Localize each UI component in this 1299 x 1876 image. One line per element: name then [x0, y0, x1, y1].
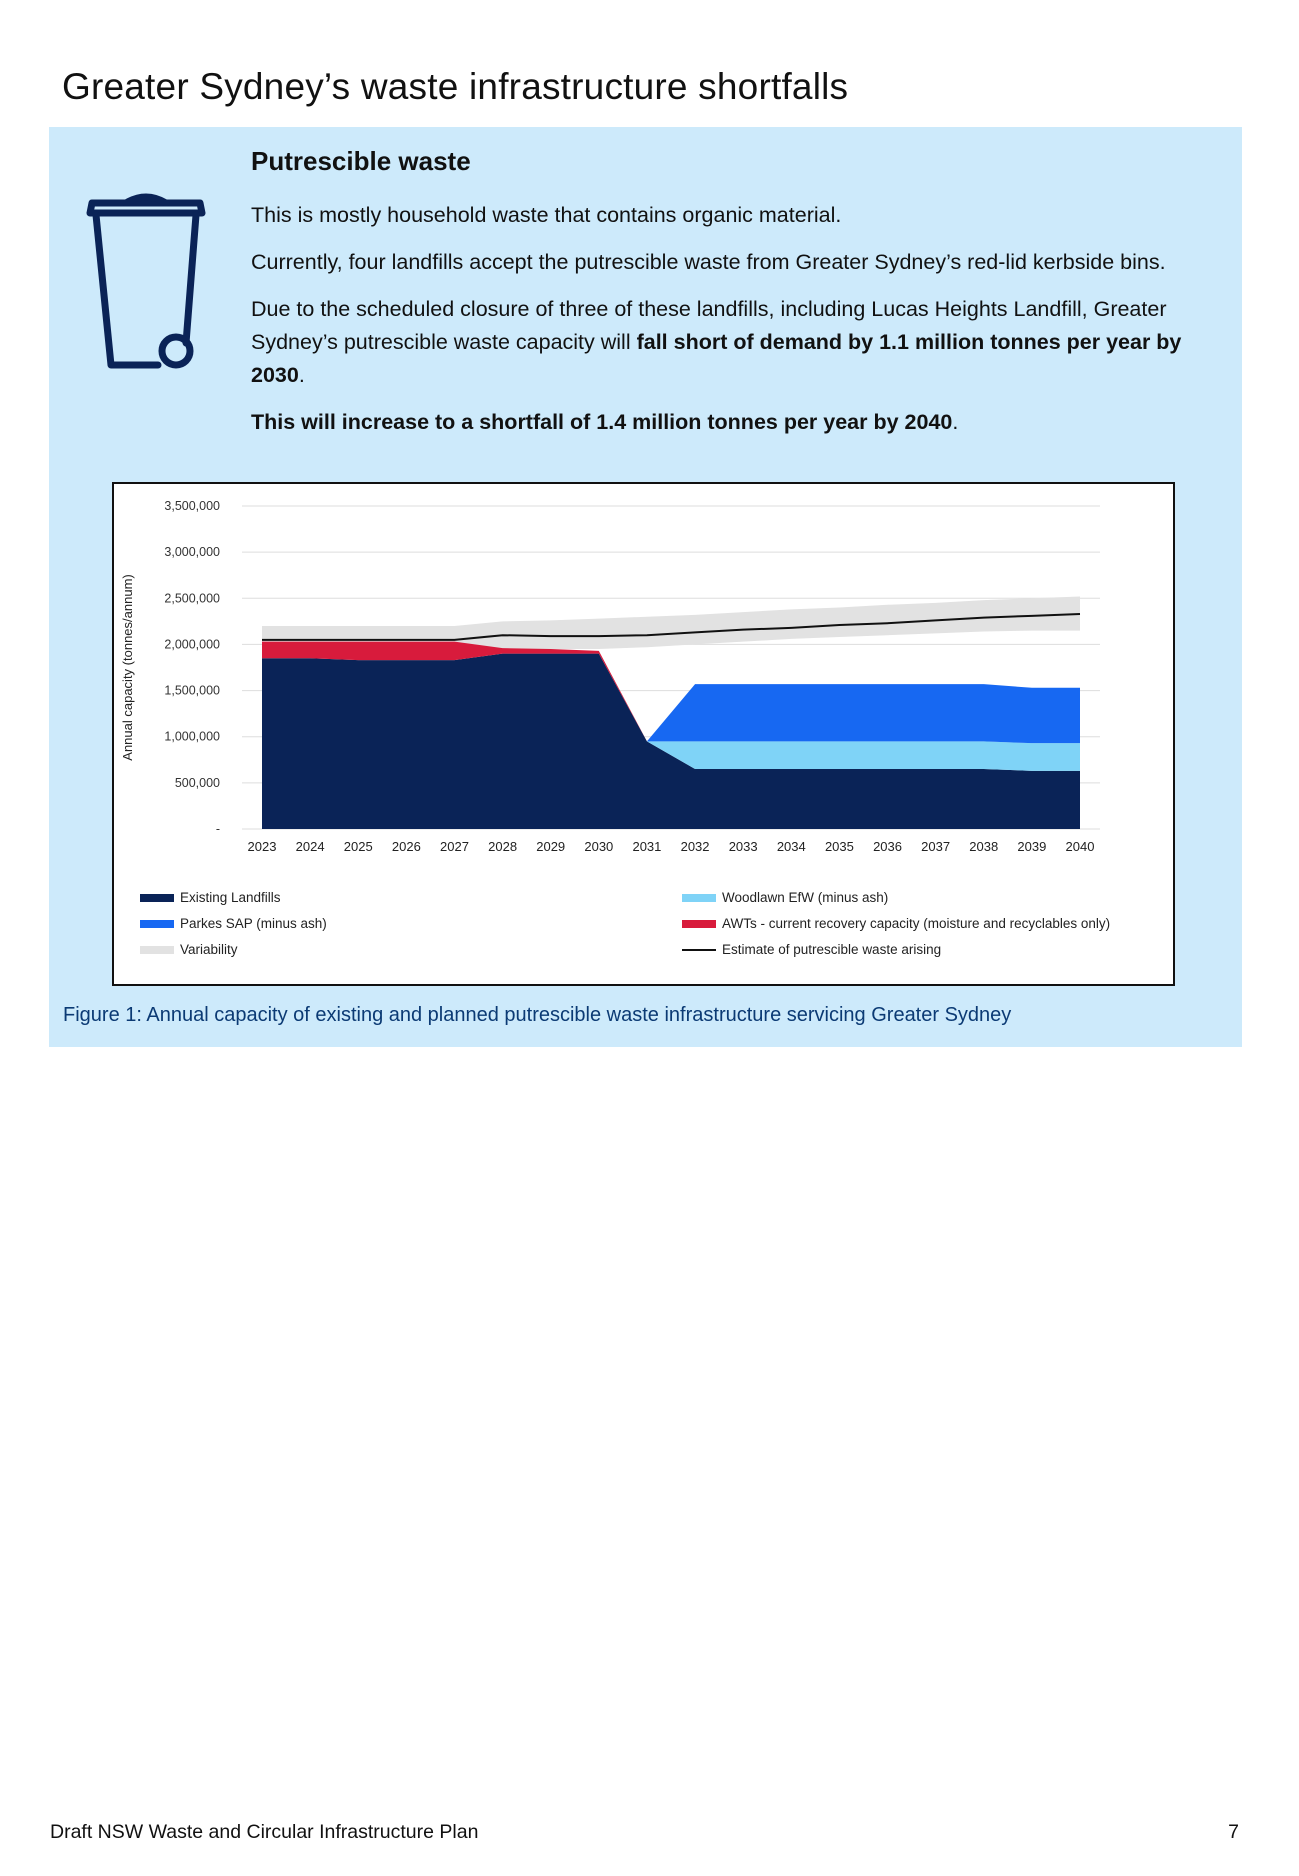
- legend-label: Variability: [180, 942, 238, 957]
- x-tick-label: 2031: [632, 839, 662, 854]
- legend-label: AWTs - current recovery capacity (moisture and recyclables only): [722, 916, 1111, 931]
- legend-swatch-existing-landfills: [140, 894, 174, 902]
- footer-document-title: Draft NSW Waste and Circular Infrastructure Plan: [50, 1821, 479, 1843]
- paragraph-shortfall-2040-end: .: [952, 410, 959, 434]
- y-tick-label: 2,500,000: [164, 591, 220, 606]
- legend-item-parkes-sap: [140, 916, 327, 931]
- section-heading: Putrescible waste: [251, 146, 471, 176]
- x-tick-label: 2028: [488, 839, 518, 854]
- legend-item-existing-landfills: [140, 890, 281, 905]
- paragraph-shortfall-2040: [251, 406, 1226, 439]
- panel-text: [251, 146, 1226, 453]
- x-tick-label: 2040: [1065, 839, 1095, 854]
- x-tick-label: 2038: [969, 839, 999, 854]
- x-tick-label: 2034: [776, 839, 806, 854]
- legend-item-awts: [682, 916, 1110, 931]
- figure-caption: Figure 1: Annual capacity of existing and planned putrescible waste infrastructure servicing Greater Sydney: [63, 1004, 1012, 1026]
- wheelie-bin-icon: [86, 193, 236, 408]
- paragraph-shortfall-2030-text: Due to the scheduled closure of three of these landfills, including Lucas Heights Landfill, Greater Sydney’s putrescible waste capacity will: [251, 297, 1167, 354]
- shortfall-2030-emphasis: fall short of demand by 1.1 million tonnes per year by 2030: [251, 330, 1182, 387]
- legend-swatch-variability: [140, 946, 174, 954]
- legend-swatch-parkes-sap: [140, 920, 174, 928]
- paragraph-shortfall-2030-end: .: [298, 363, 305, 387]
- legend-swatch-estimate: [682, 949, 716, 951]
- capacity-chart: [112, 482, 1175, 986]
- y-tick-label: -: [215, 822, 220, 836]
- legend-label: Estimate of putrescible waste arising: [722, 942, 942, 957]
- shortfall-2040-emphasis: This will increase to a shortfall of 1.4 million tonnes per year by 2040: [251, 410, 953, 434]
- paragraph-shortfall-2030: [251, 293, 1226, 392]
- x-tick-label: 2024: [295, 839, 325, 854]
- x-tick-label: 2025: [343, 839, 373, 854]
- page-title: Greater Sydney’s waste infrastructure shortfalls: [62, 66, 849, 107]
- x-tick-label: 2029: [536, 839, 566, 854]
- y-tick-label: 500,000: [174, 775, 220, 790]
- legend-swatch-woodlawn-efw: [682, 894, 716, 902]
- y-tick-label: 3,000,000: [164, 545, 220, 560]
- x-tick-label: 2035: [824, 839, 854, 854]
- paragraph-definition: This is mostly household waste that contains organic material.: [251, 203, 842, 227]
- y-tick-label: 2,000,000: [164, 637, 220, 652]
- legend-item-estimate: [682, 942, 941, 957]
- legend-label: Parkes SAP (minus ash): [180, 916, 327, 931]
- x-tick-label: 2026: [391, 839, 421, 854]
- legend-item-variability: [140, 942, 238, 957]
- legend-item-woodlawn-efw: [682, 890, 888, 905]
- capacity-chart-svg: [114, 484, 1173, 884]
- x-tick-label: 2033: [728, 839, 758, 854]
- x-tick-label: 2037: [921, 839, 951, 854]
- legend-label: Woodlawn EfW (minus ash): [722, 890, 889, 905]
- x-tick-label: 2023: [247, 839, 277, 854]
- x-tick-label: 2036: [873, 839, 902, 854]
- x-tick-label: 2039: [1017, 839, 1047, 854]
- y-axis-label: Annual capacity (tonnes/annum): [120, 574, 135, 761]
- y-tick-label: 1,500,000: [164, 683, 220, 698]
- paragraph-current-landfills: Currently, four landfills accept the putrescible waste from Greater Sydney’s red-lid kerbside bins.: [251, 250, 1166, 274]
- chart-legend: [140, 888, 1160, 968]
- x-tick-label: 2032: [680, 839, 710, 854]
- page-number: 7: [1228, 1821, 1239, 1843]
- legend-label: Existing Landfills: [180, 890, 281, 905]
- y-tick-label: 3,500,000: [164, 499, 220, 513]
- y-tick-label: 1,000,000: [164, 729, 220, 744]
- legend-swatch-awts: [682, 920, 716, 928]
- x-tick-label: 2030: [584, 839, 614, 854]
- x-tick-label: 2027: [440, 839, 469, 854]
